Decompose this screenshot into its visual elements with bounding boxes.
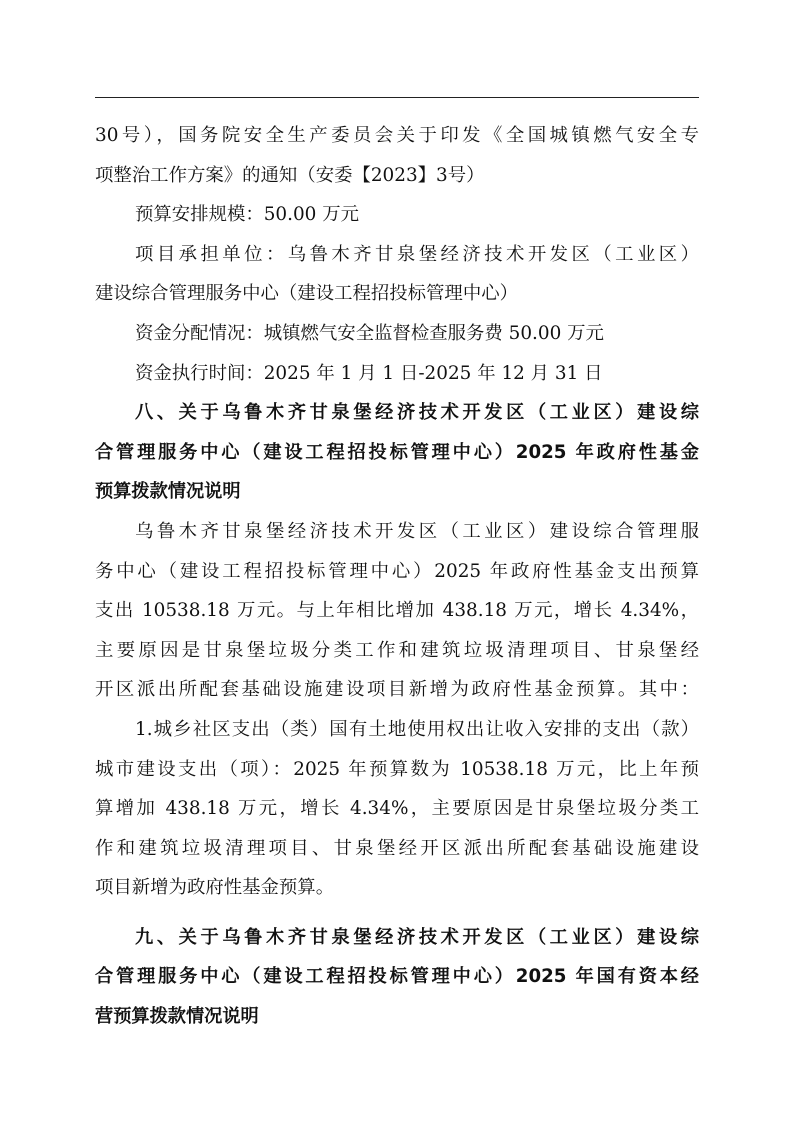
section-heading: 营预算拨款情况说明 <box>95 1006 259 1028</box>
execution-time-line: 资金执行时间：2025 年 1 月 1 日-2025 年 12 月 31 日 <box>135 362 603 384</box>
body-line: 项整治工作方案》的通知（安委【2023】3号） <box>95 164 485 186</box>
paragraph-gap <box>95 908 699 918</box>
body-line: 支出 10538.18 万元。与上年相比增加 438.18 万元，增长 4.34%， <box>95 600 699 622</box>
list-item: 城市建设支出（项）：2025 年预算数为 10538.18 万元，比上年预 <box>95 758 699 780</box>
section-heading: 预算拨款情况说明 <box>95 481 241 503</box>
body-line: 开区派出所配套基础设施建设项目新增为政府性基金预算。其中： <box>95 679 699 701</box>
section-heading: 八、关于乌鲁木齐甘泉堡经济技术开发区（工业区）建设综 <box>135 402 699 424</box>
body-line: 30号），国务院安全生产委员会关于印发《全国城镇燃气安全专 <box>95 125 699 146</box>
header-rule <box>95 97 699 98</box>
section-heading: 合管理服务中心（建设工程招投标管理中心）2025 年政府性基金 <box>95 441 699 463</box>
section-heading: 九、关于乌鲁木齐甘泉堡经济技术开发区（工业区）建设综 <box>135 926 699 948</box>
document-body <box>95 116 699 1037</box>
body-line: 乌鲁木齐甘泉堡经济技术开发区（工业区）建设综合管理服 <box>135 520 699 542</box>
list-item: 1.城乡社区支出（类）国有土地使用权出让收入安排的支出（款） <box>135 718 699 740</box>
list-item: 作和建筑垃圾清理项目、甘泉堡经开区派出所配套基础设施建设 <box>95 837 699 859</box>
list-item: 项目新增为政府性基金预算。 <box>95 877 335 899</box>
body-line: 主要原因是甘泉堡垃圾分类工作和建筑垃圾清理项目、甘泉堡经 <box>95 639 699 661</box>
section-heading: 合管理服务中心（建设工程招投标管理中心）2025 年国有资本经 <box>95 966 699 988</box>
fund-allocation-line: 资金分配情况：城镇燃气安全监督检查服务费 50.00 万元 <box>135 322 604 344</box>
budget-scale-line: 预算安排规模：50.00 万元 <box>135 204 360 226</box>
undertaking-unit-line: 项目承担单位：乌鲁木齐甘泉堡经济技术开发区（工业区） <box>135 243 699 265</box>
list-item: 算增加 438.18 万元，增长 4.34%，主要原因是甘泉堡垃圾分类工 <box>95 798 699 820</box>
body-line: 务中心（建设工程招投标管理中心）2025 年政府性基金支出预算 <box>95 560 699 582</box>
undertaking-unit-line: 建设综合管理服务中心（建设工程招投标管理中心） <box>95 283 518 305</box>
